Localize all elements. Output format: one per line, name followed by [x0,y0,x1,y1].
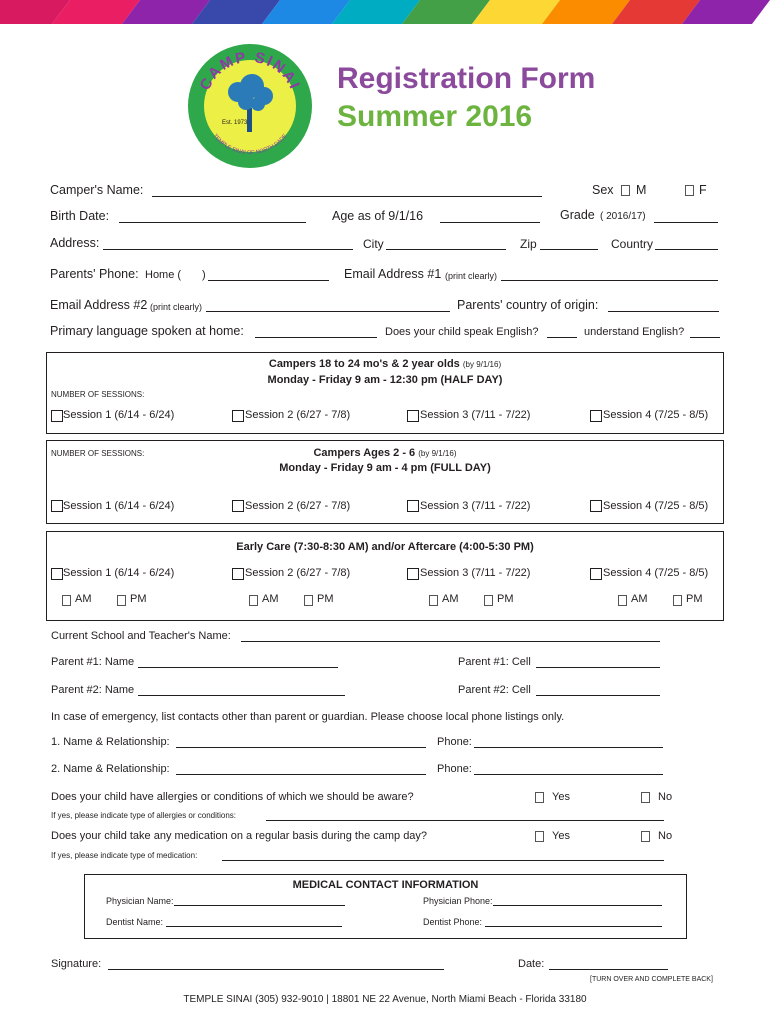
physician-phone-label: Physician Phone: [423,896,493,906]
session-4-pm-checkbox[interactable] [673,595,682,606]
early-care-session-2-label: Session 2 (6/27 - 7/8) [245,567,351,579]
contact1-phone-field[interactable] [474,747,663,748]
language-label: Primary language spoken at home: [50,324,244,338]
physician-name-label: Physician Name: [106,896,174,906]
session-2-pm-label: PM [317,593,334,605]
session-2-am-label: AM [262,593,279,605]
email2-field[interactable] [206,311,450,312]
full-day-schedule: Monday - Friday 9 am - 4 pm (FULL DAY) [279,462,491,474]
full-day-session-2-label: Session 2 (6/27 - 7/8) [245,500,351,512]
email2-label: Email Address #2 [50,298,148,312]
medication-no-label: No [658,830,673,842]
signature-label: Signature: [51,958,102,970]
contact2-field[interactable] [176,774,426,775]
contact2-phone-label: Phone: [437,763,472,775]
full-day-session-3-checkbox[interactable] [407,500,419,512]
session-1-pm-label: PM [130,593,147,605]
emergency-instructions: In case of emergency, list contacts other than parent or guardian. Please choose local phone listings only. [51,711,565,723]
medical-heading: MEDICAL CONTACT INFORMATION [292,879,479,891]
contact1-label: 1. Name & Relationship: [51,736,170,748]
session-2-pm-checkbox[interactable] [304,595,313,606]
parent2-name-label: Parent #2: Name [51,684,135,696]
age-label: Age as of 9/1/16 [332,209,424,223]
full-day-session-4-checkbox[interactable] [590,500,602,512]
session-1-pm-checkbox[interactable] [117,595,126,606]
session-3-pm-checkbox[interactable] [484,595,493,606]
birth-date-field[interactable] [119,222,306,223]
speak-english-label: Does your child speak English? [385,326,539,338]
half-day-session-4-checkbox[interactable] [590,410,602,422]
campers-name-label: Camper's Name: [50,183,144,197]
parent2-cell-label: Parent #2: Cell [458,684,531,696]
early-care-session-4-label: Session 4 (7/25 - 8/5) [603,567,709,579]
sex-f-label: F [699,183,707,197]
contact2-phone-field[interactable] [474,774,663,775]
medication-no-checkbox[interactable] [641,831,650,842]
parent1-name-label: Parent #1: Name [51,656,135,668]
logo-bottom-arc-text: TEMPLE SINAI OF NORTH DADE [211,133,289,157]
contact1-phone-label: Phone: [437,736,472,748]
medication-yes-label: Yes [552,830,570,842]
dentist-name-label: Dentist Name: [106,917,164,927]
contact1-field[interactable] [176,747,426,748]
allergies-field[interactable] [266,820,664,821]
age-field[interactable] [440,222,540,223]
full-day-session-3-label: Session 3 (7/11 - 7/22) [420,500,531,512]
grade-label: Grade [560,208,595,222]
grade-note: ( 2016/17) [600,211,646,222]
school-field[interactable] [241,641,660,642]
sex-label: Sex [592,183,614,197]
session-3-pm-label: PM [497,593,514,605]
parents-phone-label: Parents' Phone: [50,267,139,281]
understand-english-label: understand English? [584,326,685,338]
medication-yes-checkbox[interactable] [535,831,544,842]
school-label: Current School and Teacher's Name: [51,630,231,642]
home-phone-label: Home ( [145,269,182,281]
medication-question: Does your child take any medication on a regular basis during the camp day? [51,830,428,842]
parent1-cell-label: Parent #1: Cell [458,656,531,668]
parent1-cell-field[interactable] [536,667,660,668]
half-day-session-1-label: Session 1 (6/14 - 6/24) [63,409,175,421]
full-day-heading: Campers Ages 2 - 6 (by 9/1/16) [313,447,457,459]
form-subtitle: Summer 2016 [337,100,533,133]
form-title: Registration Form [337,62,596,95]
grade-field[interactable] [654,222,718,223]
country-label: Country [611,237,654,251]
early-care-session-1-label: Session 1 (6/14 - 6/24) [63,567,175,579]
email2-note: (print clearly) [150,302,203,312]
camp-sinai-logo [186,42,314,170]
session-1-am-label: AM [75,593,92,605]
physician-phone-field[interactable] [493,905,662,906]
early-care-session-1-checkbox[interactable] [51,568,63,580]
half-day-heading: Campers 18 to 24 mo's & 2 year olds (by 9/1/16) [268,358,502,370]
half-day-session-3-label: Session 3 (7/11 - 7/22) [420,409,531,421]
session-4-am-label: AM [631,593,648,605]
full-day-session-1-label: Session 1 (6/14 - 6/24) [63,500,175,512]
date-label: Date: [518,958,545,970]
sex-m-label: M [636,183,647,197]
half-day-schedule: Monday - Friday 9 am - 12:30 pm (HALF DAY) [267,374,503,386]
sex-m-checkbox[interactable] [621,185,630,196]
allergies-note: If yes, please indicate type of allergies or conditions: [51,811,236,820]
city-label: City [363,237,384,251]
full-day-session-4-label: Session 4 (7/25 - 8/5) [603,500,709,512]
turn-over-note: [TURN OVER AND COMPLETE BACK] [590,976,713,983]
campers-name-field[interactable] [152,196,542,197]
allergies-yes-label: Yes [552,791,570,803]
medication-note: If yes, please indicate type of medication: [51,851,198,860]
session-2-am-checkbox[interactable] [249,595,258,606]
half-day-session-2-label: Session 2 (6/27 - 7/8) [245,409,351,421]
contact2-label: 2. Name & Relationship: [51,763,170,775]
email1-label: Email Address #1 [344,267,442,281]
speak-english-field[interactable] [547,337,577,338]
footer-address: TEMPLE SINAI (305) 932-9010 | 18801 NE 22 Avenue, North Miami Beach - Florida 33180 [183,994,587,1005]
birth-date-label: Birth Date: [50,209,110,223]
allergies-yes-checkbox[interactable] [535,792,544,803]
understand-english-field[interactable] [690,337,720,338]
full-day-session-1-checkbox[interactable] [51,500,63,512]
date-field[interactable] [549,969,668,970]
address-label: Address: [50,236,100,250]
home-phone-close: ) [202,269,206,281]
half-day-session-2-checkbox[interactable] [232,410,244,422]
medication-field[interactable] [222,860,664,861]
parent1-name-field[interactable] [138,667,338,668]
dentist-name-field[interactable] [166,926,342,927]
zip-field[interactable] [540,249,598,250]
session-4-pm-label: PM [686,593,703,605]
half-day-session-3-checkbox[interactable] [407,410,419,422]
session-4-am-checkbox[interactable] [618,595,627,606]
half-day-sessions-label: NUMBER OF SESSIONS: [51,390,145,399]
allergies-no-label: No [658,791,673,803]
early-care-heading: Early Care (7:30-8:30 AM) and/or Aftercare (4:00-5:30 PM) [236,541,534,553]
address-field[interactable] [103,249,353,250]
email1-field[interactable] [501,280,718,281]
signature-field[interactable] [108,969,444,970]
origin-field[interactable] [608,311,719,312]
dentist-phone-field[interactable] [485,926,662,927]
country-field[interactable] [655,249,718,250]
physician-name-field[interactable] [174,905,345,906]
origin-label: Parents' country of origin: [457,298,599,312]
dentist-phone-label: Dentist Phone: [423,917,483,927]
early-care-session-3-label: Session 3 (7/11 - 7/22) [420,567,531,579]
language-field[interactable] [255,337,377,338]
logo-established: Est. 1973 [222,120,248,126]
parent2-name-field[interactable] [138,695,345,696]
early-care-session-2-checkbox[interactable] [232,568,244,580]
session-1-am-checkbox[interactable] [62,595,71,606]
early-care-session-3-checkbox[interactable] [407,568,419,580]
logo-arc-text: CAMP SINAI [196,48,304,94]
full-day-session-2-checkbox[interactable] [232,500,244,512]
sex-f-checkbox[interactable] [685,185,694,196]
rainbow-header-stripe [0,0,770,24]
parent2-cell-field[interactable] [536,695,660,696]
home-phone-field[interactable] [208,280,329,281]
half-day-session-1-checkbox[interactable] [51,410,63,422]
email1-note: (print clearly) [445,271,498,281]
city-field[interactable] [386,249,506,250]
full-day-sessions-label: NUMBER OF SESSIONS: [51,449,145,458]
early-care-session-4-checkbox[interactable] [590,568,602,580]
session-3-am-label: AM [442,593,459,605]
allergies-no-checkbox[interactable] [641,792,650,803]
session-3-am-checkbox[interactable] [429,595,438,606]
allergies-question: Does your child have allergies or conditions of which we should be aware? [51,791,414,803]
zip-label: Zip [520,237,537,251]
half-day-session-4-label: Session 4 (7/25 - 8/5) [603,409,709,421]
